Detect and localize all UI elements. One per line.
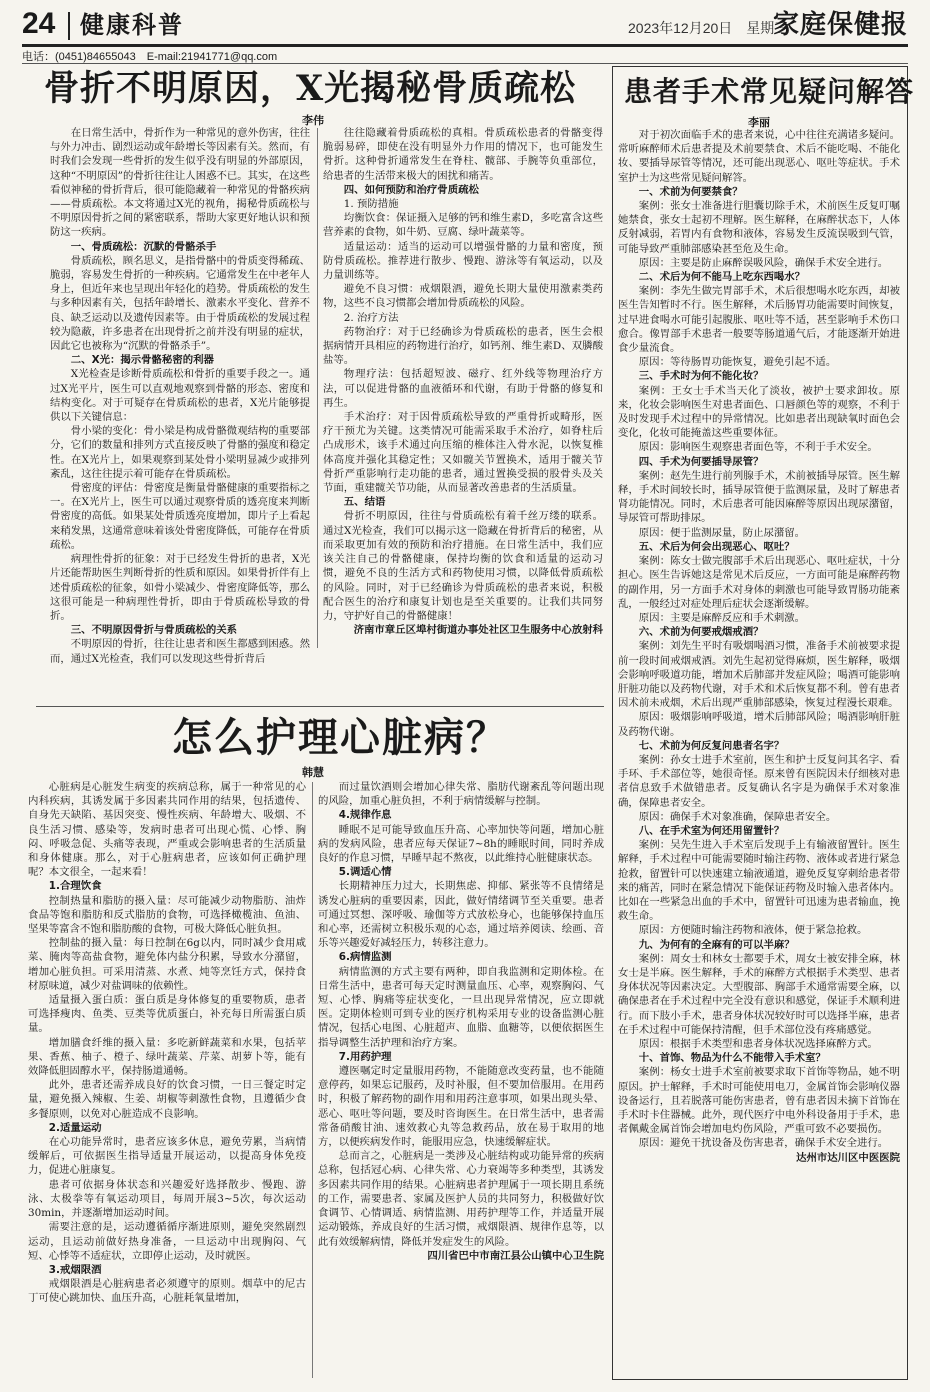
paragraph: 案例：周女士和林女士都要手术，周女士被安排全麻，林女士是半麻。医生解释，手术的麻醉方式根据手术类型、患者身体状况等因素决定。大型腹部、胸部手术通常需要全麻，以确保患者在手术过程中完全没有意识和感觉，保证手术顺利进行。而下肢小手术，患者身体状况较好时可以选择半麻，患者在手术过程中可能保持清醒，但手术部位没有疼痛感觉。: [618, 952, 900, 1036]
paragraph: 患者可依据身体状态和兴趣爱好选择散步、慢跑、游泳、太极拳等有氧运动项目，每周开展3~5次，每次运动30min，并逐渐增加运动时间。: [28, 1178, 306, 1220]
subheading: 十、首饰、物品为什么不能带入手术室？: [638, 1052, 826, 1065]
column-divider: [312, 782, 313, 1378]
paragraph: 骨质疏松，顾名思义，是指骨骼中的骨质变得稀疏、脆弱，容易发生骨折的一种疾病。它通常发生在中老年人身上，但近年来也呈现出年轻化的趋势。骨质疏松的发生与多种因素有关，包括年龄增长、激素水平变化、营养不良、缺乏运动以及遗传因素等。由于骨质疏松的发展过程较为隐蔽，许多患者在出现骨折之前并没有明显的症状，因此它也被称为“沉默的骨骼杀手”。: [50, 254, 310, 353]
issue-date: 2023年12月20日 星期三: [628, 20, 789, 36]
paragraph: 增加膳食纤维的摄入量：多吃新鲜蔬菜和水果，包括苹果、香蕉、柚子、橙子、绿叶蔬菜、芹菜、胡萝卜等，能有效降低胆固醇水平，保持肠道通畅。: [28, 1036, 306, 1078]
subheading: 7.用药护理: [338, 1050, 392, 1063]
paragraph: 案例：杨女士进手术室前被要求取下首饰等物品，她不明原因。护士解释，手术时可能使用电刀，金属首饰会影响仪器设备运行，且若脱落可能伤害患者，曾有患者因未摘下首饰在手术时卡住器械。此外，现代医疗中电外科设备用于手术，患者佩戴金属首饰会增加电灼伤风险，严重可致不必要损伤。: [618, 1066, 900, 1136]
paragraph: 原因：避免干扰设备及伤害患者，确保手术安全进行。: [638, 1137, 889, 1150]
paragraph: 原因：主要是麻醉反应和手术刺激。: [638, 611, 806, 624]
paragraph: 对于初次面临手术的患者来说，心中往往充满诸多疑问。常听麻醉师术后患者提及术前要禁食、术后不能吃喝、不能化妆、要插导尿管等情况，还可能出现恶心、呕吐等症状。手术室护士为这些常见疑问解答。: [618, 129, 900, 184]
subheading: 2.适量运动: [48, 1121, 102, 1134]
paragraph: 原因：主要是防止麻醉误吸风险，确保手术安全进行。: [638, 256, 889, 269]
contact-line: 电话：(0451)84655043 E-mail:21941771@qq.com: [22, 51, 278, 63]
paragraph: 原因：等待肠胃功能恢复，避免引起不适。: [638, 356, 837, 369]
column-divider: [317, 128, 318, 648]
paragraph: 原因：确保手术对象准确，保障患者安全。: [638, 810, 837, 823]
subheading: 5.调适心情: [338, 866, 392, 879]
article-author-surgery-faq: 李丽: [748, 116, 770, 129]
paragraph: 手术治疗：对于因骨质疏松导致的严重骨折或畸形，医疗干预尤为关键。这类情况可能需采取手术治疗，如脊柱后凸成形术，该手术通过向压缩的椎体注入骨水泥，以恢复椎体高度并强化其稳定性；又如髋关节置换术，适用于髋关节骨折严重影响行走功能的患者，通过置换受损的股骨头及关节面，重建髋关节功能，从而显著改善患者的生活质量。: [323, 411, 603, 495]
paragraph: 原因：根据手术类型和患者身体状况选择麻醉方式。: [638, 1038, 878, 1050]
article-title-heart-disease: 怎么护理心脏病？: [172, 714, 508, 761]
paragraph: X光检查是诊断骨质疏松和骨折的重要手段之一。通过X光平片，医生可以直观地观察到骨骼的形态、密度和结构变化。对于可疑存在骨质疏松的患者，X光片能够提供以下关键信息：: [50, 368, 310, 424]
paragraph: 控制热量和脂肪的摄入量：尽可能减少动物脂肪、油炸食品等饱和脂肪和反式脂肪的食物，可选择橄榄油、鱼油、坚果等富含不饱和脂肪酸的食物，可极大降低心脏负担。: [28, 894, 306, 936]
subheading: 三、不明原因骨折与骨质疏松的关系: [70, 624, 238, 637]
article3-column: [618, 128, 900, 1374]
subheading: 四、手术为何要插导尿管？: [638, 455, 764, 468]
paragraph: 心脏病是心脏发生病变的疾病总称，属于一种常见的心内科疾病，其诱发属于多因素共同作用的结果，包括遗传、自身先天缺陷、基因突变、慢性疾病、年龄增大、吸烟、不良生活习惯、感染等，发病时患者可出现心慌、心悸、胸闷、呼吸急促、头痛等表现，严重或会影响患者的生活质量和身体健康。那么，对于心脏病患者，应该如何正确护理呢？本文很全，一起来看！: [28, 781, 306, 879]
masthead-divider: [68, 12, 70, 40]
article-author-heart-disease: 韩慧: [302, 766, 324, 779]
author-institution: 达州市达川区中医医院: [796, 1151, 900, 1164]
paragraph: 原因：便于监测尿量，防止尿潴留。: [638, 526, 806, 539]
paragraph: 原因：影响医生观察患者面色等，不利于手术安全。: [638, 441, 878, 454]
paragraph: 睡眠不足可能导致血压升高、心率加快等问题，增加心脏病的发病风险，患者应每天保证7~8h的睡眠时间，同时养成良好的作息习惯，早睡早起不熬夜，以此维持心脏健康状态。: [318, 823, 604, 865]
subheading: 三、手术时为何不能化妆？: [638, 370, 764, 383]
subheading: 二、X光：揭示骨骼秘密的利器: [70, 354, 214, 367]
paragraph: 案例：王女士手术当天化了淡妆，被护士要求卸妆。原来，化妆会影响医生对患者面色、口唇颜色等的观察，不利于及时发现手术过程中的异常情况。比如患者出现缺氧时面色会变化，化妆可能掩盖这些重要体征。: [618, 384, 900, 440]
paragraph: 此外，患者还需养成良好的饮食习惯，一日三餐定时定量，避免摄入辣椒、生姜、胡椒等刺激性食物，且遵循少食多餐原则，以免对心脏造成不良影响。: [28, 1079, 306, 1120]
subheading: 五、术后为何会出现恶心、呕吐？: [638, 540, 795, 553]
paragraph: 不明原因的骨折，往往让患者和医生都感到困惑。然而，通过X光检查，我们可以发现这些骨折背后: [50, 638, 310, 665]
paragraph: 原因：方便随时输注药物和液体，便于紧急抢救。: [638, 924, 868, 937]
subheading: 二、术后为何不能马上吃东西喝水？: [638, 271, 806, 284]
article1-column-1: [50, 126, 310, 665]
paragraph: 骨小梁的变化：骨小梁是构成骨骼微观结构的重要部分，它们的数量和排列方式直接反映了骨骼的强度和稳定性。在X光片上，如果观察到某处骨小梁明显减少或排列紊乱，这往往提示着可能存在骨质疏松。: [50, 425, 310, 480]
article1-column-2: [323, 126, 603, 701]
masthead: [22, 6, 908, 47]
subheading: 四、如何预防和治疗骨质疏松: [343, 183, 479, 196]
paragraph: 药物治疗：对于已经确诊为骨质疏松的患者，医生会根据病情开具相应的药物进行治疗，如钙剂、维生素D、双膦酸盐等。: [323, 325, 603, 367]
paragraph: 案例：吴先生进入手术室后发现手上有输液留置针。医生解释，手术过程中可能需要随时输注药物、液体或者进行紧急抢救，留置针可以快速建立输液通道，避免反复穿刺给患者带来的痛苦，同时在紧急情况下能保证药物及时输入患者体内。比如在一些紧急出血的手术中，留置针可迅速为患者输血，挽救生命。: [618, 839, 900, 923]
subheading: 1.合理饮食: [48, 880, 102, 893]
paragraph: 均衡饮食：保证摄入足够的钙和维生素D，多吃富含这些营养素的食物，如牛奶、豆腐、绿叶蔬菜等。: [323, 212, 603, 239]
newspaper-name: 家庭保健报: [772, 10, 908, 40]
subheading: 6.病情监测: [338, 951, 392, 964]
author-institution: 济南市章丘区埠村街道办事处社区卫生服务中心放射科: [353, 624, 603, 637]
paragraph: 骨折不明原因，往往与骨质疏松有着千丝万缕的联系。通过X光检查，我们可以揭示这一隐藏在骨折背后的秘密，从而采取更加有效的预防和治疗措施。在日常生活中，我们应该关注自己的骨骼健康，保持均衡的饮食和适量的运动习惯，避免不良的生活方式和药物使用习惯，以降低骨质疏松的风险。同时，对于已经确诊为骨质疏松的患者来说，积极配合医生的治疗和康复计划也是至关重要的。让我们共同努力，守护好自己的骨骼健康！: [323, 510, 603, 622]
section-name: 健康科普: [80, 10, 184, 39]
page-number: 24: [22, 7, 56, 40]
paragraph: 案例：张女士准备进行胆囊切除手术，术前医生反复叮嘱她禁食，张女士起初不理解。医生解释，在麻醉状态下，人体反射减弱，若胃内有食物和液体，容易发生反流误吸到气管，可能导致严重肺部感染甚至危及生命。: [618, 200, 900, 255]
paragraph: 骨密度的评估：骨密度是衡量骨骼健康的重要指标之一。在X光片上，医生可以通过观察骨质的透亮度来判断骨密度的高低。如果某处骨质透亮度增加，即片子上看起来稍发黑，这通常意味着该处骨密度降低，可能存在骨质疏松。: [50, 482, 310, 551]
subheading: 五、结语: [343, 496, 386, 509]
paragraph: 而过量饮酒则会增加心律失常、脂肪代谢紊乱等问题出现的风险，加重心脏负担，不利于病情缓解与控制。: [318, 781, 604, 808]
paragraph: 案例：陈女士做完腹部手术后出现恶心、呕吐症状，十分担心。医生告诉她这是常见术后反应，一方面可能是麻醉药物的副作用，另一方面手术对身体的刺激也可能导致胃肠功能紊乱，一般经过对症处理后症状会逐渐缓解。: [618, 555, 900, 610]
paragraph: 适量运动：适当的运动可以增强骨骼的力量和密度，预防骨质疏松。推荐进行散步、慢跑、游泳等有氧运动，以及力量训练等。: [323, 240, 603, 282]
paragraph: 在心功能异常时，患者应该多休息，避免劳累，当病情缓解后，可依据医生指导适量开展运动，以提高身体免疫力，促进心脏康复。: [28, 1136, 306, 1177]
article2-column-1: [28, 780, 306, 1380]
subheading: 4.规律作息: [338, 809, 392, 822]
contact-rule: [22, 63, 908, 64]
paragraph: 需要注意的是，运动遵循循序渐进原则，避免突然剧烈运动，且运动前做好热身准备，一旦运动中出现胸闷、气短、心悸等不适症状，立即停止运动，及时就医。: [28, 1221, 306, 1262]
paragraph: 病情监测的方式主要有两种，即自我监测和定期体检。在日常生活中，患者可每天定时测量血压、心率，观察胸闷、气短、心悸、胸痛等症状变化，一旦出现异常情况，应立即就医。定期体检则可到专业的医疗机构采用专业的设备监测心脏情况，包括心电图、心脏超声、血脂、血糖等，以便依据医生指导调整生活护理和治疗方案。: [318, 965, 604, 1049]
subheading: 一、骨质疏松：沉默的骨骼杀手: [70, 240, 217, 253]
article2-column-2: [318, 780, 604, 1380]
article-author-osteoporosis: 李伟: [302, 114, 324, 127]
paragraph: 1. 预防措施: [343, 198, 399, 211]
paragraph: 总而言之，心脏病是一类涉及心脏结构或功能异常的疾病总称，包括冠心病、心律失常、心力衰竭等多种类型，其诱发多因素共同作用的结果。心脏病患者护理属于一项长期且系统的工作，需要患者、家属及医护人员的共同努力，积极做好饮食调节、心情调适、病情监测、用药护理等工作，并适量开展运动锻炼，养成良好的生活习惯，戒烟限酒、规律作息等，以此有效缓解病情，降低并发症发生的风险。: [318, 1150, 604, 1248]
subheading: 六、术前为何要戒烟戒酒？: [638, 626, 764, 639]
subheading: 七、术前为何反复问患者名字？: [638, 739, 785, 752]
paragraph: 案例：孙女士进手术室前，医生和护士反复问其名字、看手环、手术部位等，她很奇怪。原来曾有医院因未仔细核对患者信息致手术做错患者。反复确认名字是为确保手术对象准确，保障患者安全。: [618, 753, 900, 809]
paragraph: 案例：刘先生平时有吸烟喝酒习惯，准备手术前被要求提前一段时间戒烟戒酒。刘先生起初觉得麻烦，医生解释，吸烟会影响呼吸道功能，增加术后肺部并发症风险；喝酒可能影响肝脏功能以及药物代谢，对手术和术后恢复都不利。曾有患者因术前未戒烟，术后出现严重肺部感染，恢复过程漫长艰难。: [618, 640, 900, 710]
article-title-surgery-faq: 患者手术常见疑问解答: [624, 75, 915, 108]
subheading: 3.戒烟限酒: [48, 1263, 102, 1276]
subheading: 一、术前为何要禁食？: [638, 185, 743, 198]
author-institution: 四川省巴中市南江县公山镇中心卫生院: [427, 1249, 604, 1262]
paragraph: 物理疗法：包括超短波、磁疗、红外线等物理治疗方法，可以促进骨骼的血液循环和代谢，有助于骨骼的修复和再生。: [323, 368, 603, 409]
article-title-osteoporosis: 骨折不明原因，X光揭秘骨质疏松: [44, 68, 577, 109]
paragraph: 控制盐的摄入量：每日控制在6g以内，同时减少食用咸菜、腌肉等高盐食物，避免体内盐分积累，导致水分潴留，增加心脏负担。可采用清蒸、水煮、炖等烹饪方式，保持食材原味道，减少对盐调味的依赖性。: [28, 937, 306, 992]
paragraph: 遵医嘱定时定量服用药物，不能随意改变药量，也不能随意停药，如果忘记服药，及时补服，但不要加倍服用。在用药时，积极了解药物的副作用和用药注意事项，如果出现头晕、恶心、呕吐等问题，要及时咨询医生。在日常生活中，患者需常备硝酸甘油、速效救心丸等急救药品，放在易于取用的地方，以便疾病发作时，能服用应急，快速缓解症状。: [318, 1065, 604, 1149]
paragraph: 案例：李先生做完胃部手术，术后很想喝水吃东西，却被医生告知暂时不行。医生解释，术后肠胃功能需要时间恢复，过早进食喝水可能引起腹胀、呕吐等不适，甚至影响手术伤口愈合。像胃部手术患者一般要等肠道通气后，才能逐渐开始进食少量流食。: [618, 285, 900, 355]
paragraph: 长期精神压力过大，长期焦虑、抑郁、紧张等不良情绪是诱发心脏病的重要因素，因此，做好情绪调节至关重要。患者可通过冥想、深呼吸、瑜伽等方式放松身心，也能够保持血压和心率，还需树立积极乐观的心态，通过培养阅读、绘画、音乐等兴趣爱好减轻压力，转移注意力。: [318, 880, 604, 950]
subheading: 八、在手术室为何还用留置针？: [638, 824, 785, 837]
paragraph: 往往隐藏着骨质疏松的真相。骨质疏松患者的骨骼变得脆弱易碎，即使在没有明显外力作用的情况下，也可能发生骨折。这种骨折通常发生在脊柱、髋部、手腕等负重部位，给患者的生活带来极大的困扰和痛苦。: [323, 127, 603, 182]
paragraph: 避免不良习惯：戒烟限酒，避免长期大量使用激素类药物，这些不良习惯都会增加骨质疏松的风险。: [323, 283, 603, 310]
article-separator: [36, 706, 604, 707]
paragraph: 2. 治疗方法: [343, 311, 399, 324]
paragraph: 案例：赵先生进行前列腺手术，术前被插导尿管。医生解释，手术时间较长时，插导尿管便于监测尿量，及时了解患者肾功能情况。同时，术后患者可能因麻醉等原因出现尿潴留，导尿管可帮助排尿。: [618, 469, 900, 525]
paragraph: 原因：吸烟影响呼吸道，增术后肺部风险；喝酒影响肝脏及药物代谢。: [618, 711, 900, 738]
paragraph: 戒烟限酒是心脏病患者必须遵守的原则。烟草中的尼古丁可使心跳加快、血压升高，心脏耗氧量增加，: [28, 1278, 306, 1305]
paragraph: 病理性骨折的征象：对于已经发生骨折的患者，X光片还能帮助医生判断骨折的性质和原因。如果骨折伴有上述骨质疏松的征象，如骨小梁减少、骨密度降低等，那么这很可能是一种病理性骨折，即由于骨质疏松导致的骨折。: [50, 553, 310, 622]
subheading: 九、为何有的全麻有的可以半麻？: [638, 938, 795, 951]
paragraph: 适量摄入蛋白质：蛋白质是身体修复的重要物质，患者可选择瘦肉、鱼类、豆类等优质蛋白，补充每日所需蛋白质量。: [28, 994, 306, 1035]
paragraph: 在日常生活中，骨折作为一种常见的意外伤害，往往与外力冲击、剧烈运动或年龄增长等因素有关。然而，有时我们会发现一些骨折的发生似乎没有明显的外部原因，这种“不明原因”的骨折往往让人困惑不已。其实，在这些看似神秘的骨折背后，很可能隐藏着一种常见的骨骼疾病——骨质疏松。本文将通过X光的视角，揭秘骨质疏松与不明原因骨折之间的紧密联系，帮助大家更好地认识和预防这一疾病。: [50, 127, 310, 239]
